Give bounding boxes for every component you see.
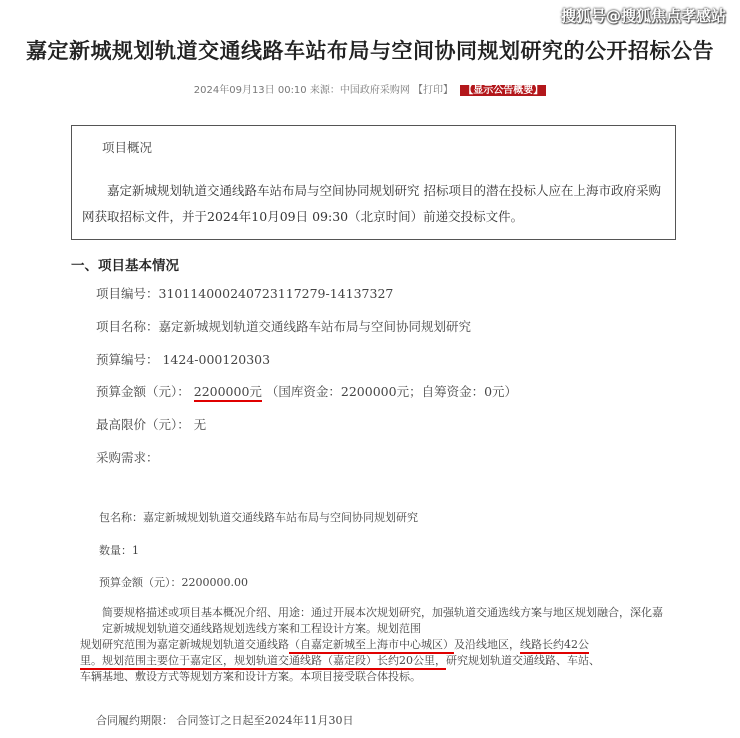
- description-scope: 规划研究范围为嘉定新城规划轨道交通线路: [80, 638, 289, 651]
- watermark: 搜狐号@搜狐焦点孝感站: [560, 7, 726, 25]
- overview-body: 嘉定新城规划轨道交通线路车站布局与空间协同规划研究 招标项目的潜在投标人应在上海市政府采购网获取招标文件，并于2024年10月09日 09:30（北京时间）前递交投标文件。: [82, 183, 661, 224]
- project-name: 项目名称：嘉定新城规划轨道交通线路车站布局与空间协同规划研究: [96, 319, 472, 334]
- article-meta: [0, 81, 740, 96]
- project-description: [80, 605, 665, 685]
- budget-value: 2200000元: [194, 384, 262, 402]
- description-research-content: 研究规划轨道交通线路、车站、: [446, 654, 600, 667]
- budget-label: 预算金额（元）：: [96, 384, 190, 399]
- procurement-demand: 采购需求：: [96, 450, 159, 465]
- show-summary-button[interactable]: 【显示公告概要】: [460, 85, 546, 96]
- publish-date: 2024年09月13日 00:10: [193, 85, 307, 96]
- max-price: 最高限价（元）： 无: [96, 417, 207, 432]
- budget-number: 预算编号： 1424-000120303: [96, 352, 271, 367]
- print-link[interactable]: 【打印】: [413, 85, 454, 96]
- overview-heading: 项目概况: [102, 140, 153, 155]
- budget-funding: （国库资金：2200000元；自筹资金：0元）: [265, 384, 518, 399]
- package-budget: 预算金额（元）：2200000.00: [99, 576, 248, 589]
- budget-amount: [96, 382, 517, 400]
- contract-period: 合同履约期限： 合同签订之日起至2024年11月30日: [96, 714, 354, 727]
- description-route-range: （自嘉定新城至上海市中心城区）: [289, 638, 454, 654]
- source-label: 来源：中国政府采购网: [309, 85, 410, 96]
- description-line-2: [80, 637, 665, 653]
- description-line-4: 车辆基地、敷设方式等规划方案和设计方案。本项目接受联合体投标。: [80, 670, 421, 683]
- package-name: 包名称：嘉定新城规划轨道交通线路车站布局与空间协同规划研究: [99, 511, 418, 524]
- description-line-3: [80, 653, 665, 669]
- page-title: 嘉定新城规划轨道交通线路车站布局与空间协同规划研究的公开招标公告: [26, 39, 714, 63]
- package-quantity: 数量：1: [99, 544, 139, 557]
- project-number: 项目编号：310114000240723117279-14137327: [96, 286, 394, 301]
- description-length-total: 线路长约42公: [520, 638, 589, 654]
- description-line-1: 简要规格描述或项目基本概况介绍、用途：通过开展本次规划研究，加强轨道交通选线方案与地区规划融合，深化嘉定新城规划轨道交通线路规划选线方案和工程设计方案。规划范围: [102, 606, 663, 635]
- project-overview-box: [71, 125, 676, 240]
- description-jiading-segment: 里。规划范围主要位于嘉定区，规划轨道交通线路（嘉定段）长约20公里，: [80, 654, 446, 670]
- description-area: 及沿线地区，: [454, 638, 520, 651]
- section-heading-basic-info: 一、项目基本情况: [71, 258, 179, 274]
